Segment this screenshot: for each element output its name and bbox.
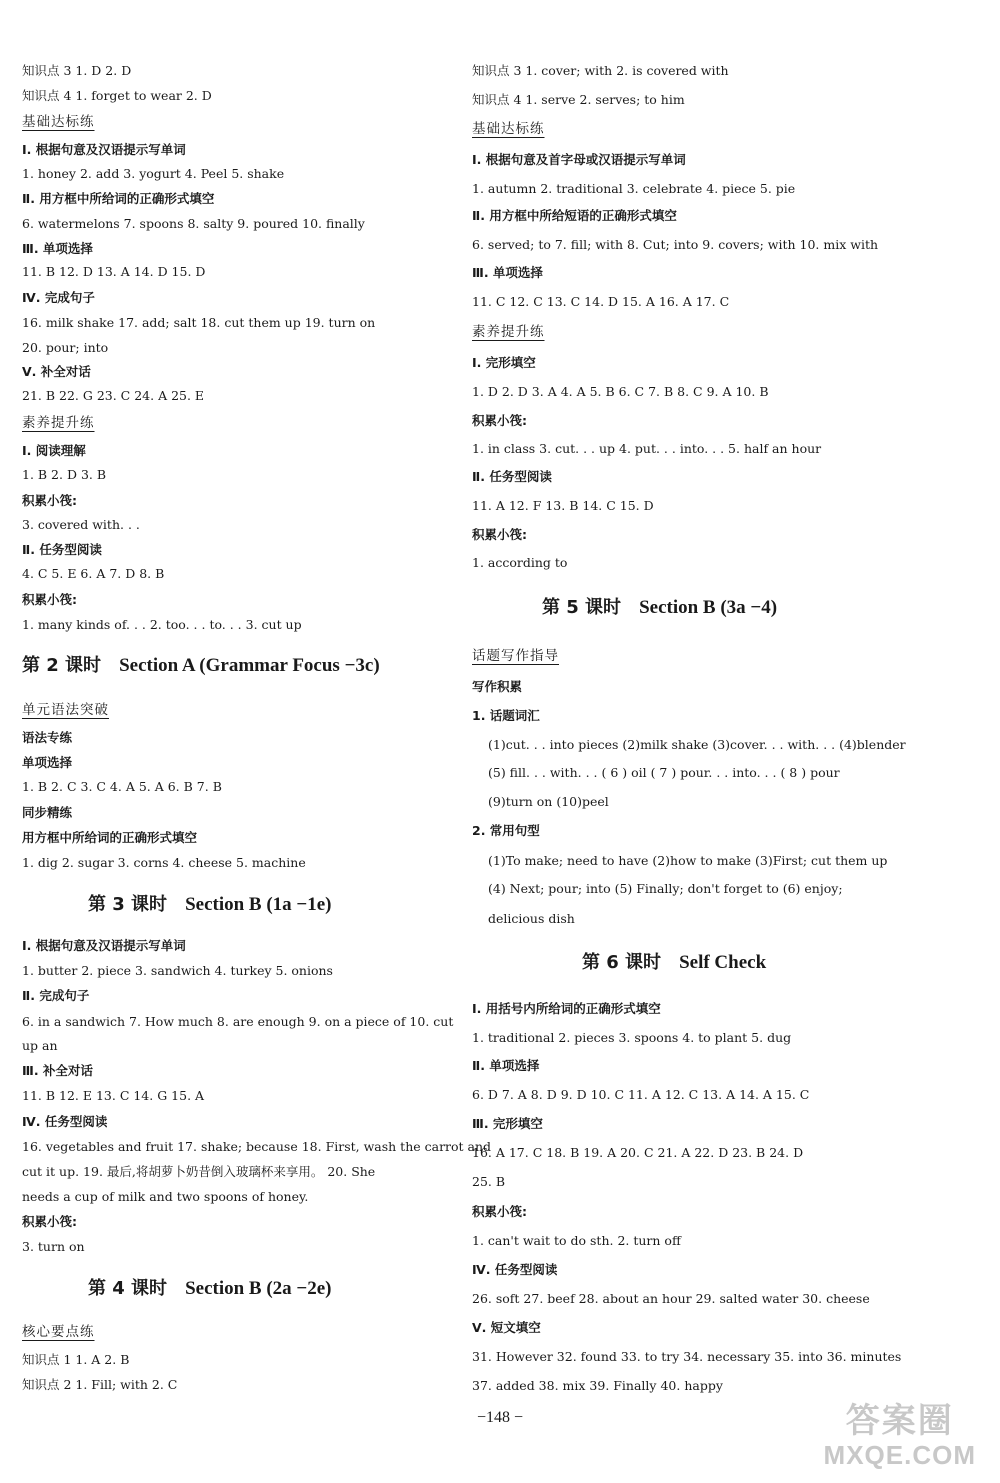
answer-line: 1. butter 2. piece 3. sandwich 4. turkey 5. onions (22, 963, 333, 978)
answer-line: 1. dig 2. sugar 3. corns 4. cheese 5. machine (22, 855, 306, 870)
exercise-label: Ⅰ. 用括号内所给词的正确形式填空 (472, 1001, 661, 1016)
exercise-label: Ⅴ. 短文填空 (472, 1320, 541, 1335)
answer-line: 11. A 12. F 13. B 14. C 15. D (472, 498, 654, 513)
answer-line: 知识点 4 1. serve 2. serves; to him (472, 92, 685, 107)
exercise-label: 积累小筏: (22, 592, 77, 607)
lesson-heading (22, 654, 380, 678)
answer-line: (9)turn on (10)peel (488, 794, 609, 809)
section-title: 基础达标练 (472, 121, 545, 137)
answer-line: 11. B 12. E 13. C 14. G 15. A (22, 1088, 205, 1103)
answer-line: 3. turn on (22, 1239, 85, 1254)
answer-line: 6. D 7. A 8. D 9. D 10. C 11. A 12. C 13. A 14. A 15. C (472, 1087, 810, 1102)
exercise-label: Ⅲ. 完形填空 (472, 1116, 543, 1131)
section-title: 核心要点练 (22, 1324, 95, 1340)
exercise-label: Ⅳ. 任务型阅读 (22, 1114, 108, 1129)
lesson-heading (582, 951, 766, 975)
exercise-label: 积累小筏: (22, 1214, 77, 1229)
exercise-label: Ⅱ. 用方框中所给词的正确形式填空 (22, 191, 215, 206)
section-title: 单元语法突破 (22, 702, 109, 718)
answer-line: 知识点 1 1. A 2. B (22, 1352, 130, 1367)
answer-line: 20. pour; into (22, 340, 109, 355)
answer-line: 知识点 3 1. D 2. D (22, 63, 132, 78)
section-title: 素养提升练 (22, 415, 95, 431)
answer-line: 知识点 4 1. forget to wear 2. D (22, 88, 212, 103)
answer-line: (4) Next; pour; into (5) Finally; don't forget to (6) enjoy; (488, 881, 843, 896)
answer-line: 1. B 2. D 3. B (22, 467, 107, 482)
exercise-label: Ⅱ. 用方框中所给短语的正确形式填空 (472, 208, 677, 223)
exercise-label: Ⅴ. 补全对话 (22, 364, 91, 379)
answer-line: delicious dish (488, 911, 575, 926)
answer-line: (1)cut. . . into pieces (2)milk shake (3)cover. . . with. . . (4)blender (488, 737, 906, 752)
answer-line: 11. C 12. C 13. C 14. D 15. A 16. A 17. C (472, 294, 730, 309)
exercise-label: Ⅲ. 单项选择 (22, 241, 93, 256)
answer-line: 16. A 17. C 18. B 19. A 20. C 21. A 22. D 23. B 24. D (472, 1145, 804, 1160)
answer-line: 1. autumn 2. traditional 3. celebrate 4. piece 5. pie (472, 181, 796, 196)
exercise-label: 语法专练 (22, 730, 73, 745)
answer-line: 1. D 2. D 3. A 4. A 5. B 6. C 7. B 8. C 9. A 10. B (472, 384, 769, 399)
answer-line: up an (22, 1038, 58, 1053)
lesson-section: Section B (2a −2e) (185, 1278, 332, 1299)
answer-line: 31. However 32. found 33. to try 34. necessary 35. into 36. minutes (472, 1349, 902, 1364)
exercise-label: Ⅳ. 完成句子 (22, 290, 95, 305)
exercise-label: Ⅳ. 任务型阅读 (472, 1262, 558, 1277)
lesson-number: 第 6 课时 (582, 952, 662, 973)
exercise-label: 积累小筏: (22, 493, 77, 508)
exercise-label: 1. 话题词汇 (472, 708, 540, 723)
exercise-label: Ⅰ. 根据句意及汉语提示写单词 (22, 142, 186, 157)
lesson-section: Section A (Grammar Focus −3c) (119, 655, 380, 676)
exercise-label: Ⅱ. 单项选择 (472, 1058, 540, 1073)
exercise-label: 积累小筏: (472, 413, 527, 428)
answer-line: 1. according to (472, 555, 568, 570)
answer-line: 1. in class 3. cut. . . up 4. put. . . into. . . 5. half an hour (472, 441, 822, 456)
exercise-label: Ⅱ. 完成句子 (22, 988, 90, 1003)
answer-line: 1. B 2. C 3. C 4. A 5. A 6. B 7. B (22, 779, 222, 794)
exercise-label: Ⅱ. 任务型阅读 (472, 469, 552, 484)
exercise-label: Ⅰ. 阅读理解 (22, 443, 86, 458)
section-title: 话题写作指导 (472, 648, 559, 664)
lesson-section: Section B (1a −1e) (185, 894, 332, 915)
answer-line: 知识点 2 1. Fill; with 2. C (22, 1377, 178, 1392)
answer-line: 4. C 5. E 6. A 7. D 8. B (22, 566, 165, 581)
exercise-label: 写作积累 (472, 679, 523, 694)
lesson-number: 第 5 课时 (542, 597, 622, 618)
lesson-number: 第 3 课时 (88, 894, 168, 915)
answer-line: cut it up. 19. 最后,将胡萝卜奶昔倒入玻璃杯来享用。 20. She (22, 1164, 376, 1179)
answer-line: needs a cup of milk and two spoons of honey. (22, 1189, 309, 1204)
answer-line: 21. B 22. G 23. C 24. A 25. E (22, 388, 205, 403)
watermark-url: MXQE.COM (823, 1440, 976, 1470)
answer-line: (1)To make; need to have (2)how to make (3)First; cut them up (488, 853, 888, 868)
answer-line: (5) fill. . . with. . . ( 6 ) oil ( 7 ) pour. . . into. . . ( 8 ) pour (488, 765, 840, 780)
watermark-logo (824, 1401, 976, 1469)
answer-line: 26. soft 27. beef 28. about an hour 29. salted water 30. cheese (472, 1291, 870, 1306)
answer-line: 16. vegetables and fruit 17. shake; because 18. First, wash the carrot and (22, 1139, 492, 1154)
exercise-label: 单项选择 (22, 755, 73, 770)
answer-line: 6. served; to 7. fill; with 8. Cut; into 9. covers; with 10. mix with (472, 237, 879, 252)
section-title: 素养提升练 (472, 324, 545, 340)
lesson-section: Self Check (679, 952, 767, 973)
answer-line: 知识点 3 1. cover; with 2. is covered with (472, 63, 729, 78)
answer-line: 6. watermelons 7. spoons 8. salty 9. poured 10. finally (22, 216, 365, 231)
exercise-label: Ⅲ. 补全对话 (22, 1063, 93, 1078)
exercise-label: 积累小筏: (472, 1204, 527, 1219)
exercise-label: 用方框中所给词的正确形式填空 (22, 830, 198, 845)
answer-line: 1. traditional 2. pieces 3. spoons 4. to plant 5. dug (472, 1030, 792, 1045)
lesson-number: 第 2 课时 (22, 655, 102, 676)
exercise-label: 积累小筏: (472, 527, 527, 542)
lesson-section: Section B (3a −4) (639, 597, 778, 618)
answer-line: 1. can't wait to do sth. 2. turn off (472, 1233, 681, 1248)
exercise-label: Ⅲ. 单项选择 (472, 265, 543, 280)
exercise-label: 同步精练 (22, 805, 73, 820)
exercise-label: 2. 常用句型 (472, 823, 540, 838)
lesson-number: 第 4 课时 (88, 1278, 168, 1299)
exercise-label: Ⅰ. 根据句意及汉语提示写单词 (22, 938, 186, 953)
exercise-label: Ⅱ. 任务型阅读 (22, 542, 102, 557)
answer-line: 3. covered with. . . (22, 517, 140, 532)
exercise-label: Ⅰ. 根据句意及首字母或汉语提示写单词 (472, 152, 686, 167)
answer-line: 6. in a sandwich 7. How much 8. are enough 9. on a piece of 10. cut (22, 1014, 454, 1029)
lesson-heading (88, 1277, 332, 1301)
answer-line: 1. many kinds of. . . 2. too. . . to. . . 3. cut up (22, 617, 302, 632)
exercise-label: Ⅰ. 完形填空 (472, 355, 536, 370)
lesson-heading (542, 596, 777, 620)
watermark-text: 答案圈 (845, 1402, 954, 1440)
answer-line: 25. B (472, 1174, 506, 1189)
answer-line: 1. honey 2. add 3. yogurt 4. Peel 5. shake (22, 166, 285, 181)
lesson-heading (88, 893, 332, 917)
section-title: 基础达标练 (22, 114, 95, 130)
page-number: −148 − (476, 1409, 524, 1426)
answer-line: 16. milk shake 17. add; salt 18. cut them up 19. turn on (22, 315, 376, 330)
answer-line: 11. B 12. D 13. A 14. D 15. D (22, 264, 206, 279)
answer-line: 37. added 38. mix 39. Finally 40. happy (472, 1378, 723, 1393)
